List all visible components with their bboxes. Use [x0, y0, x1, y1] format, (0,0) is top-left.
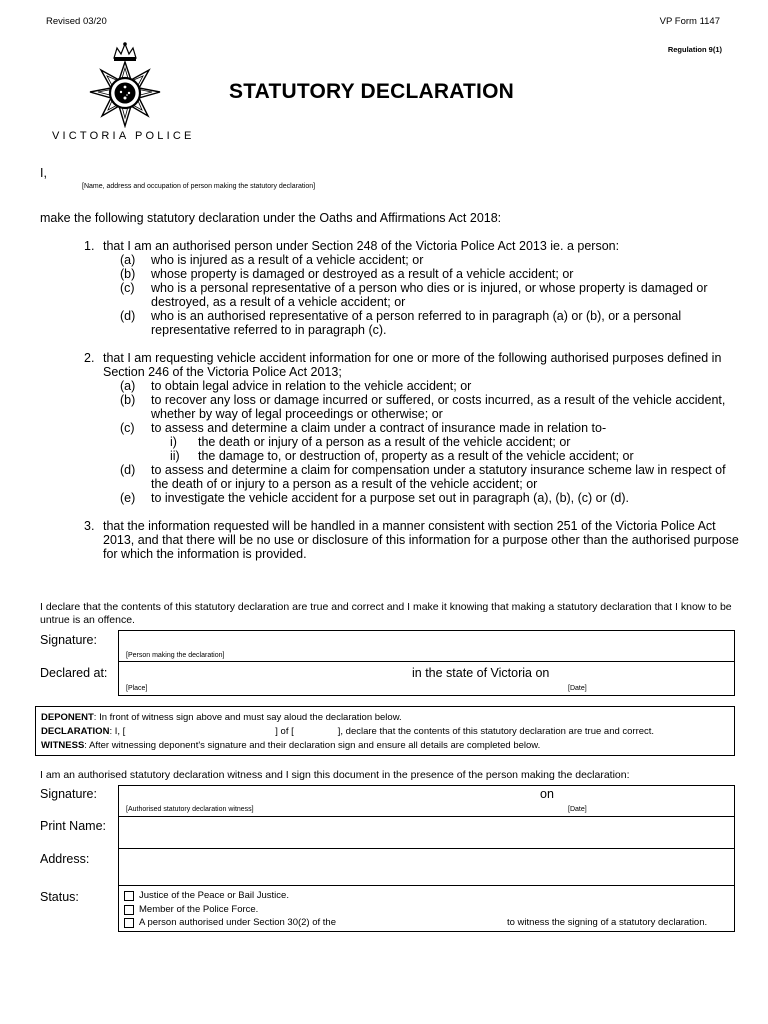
- status-option-tail: to witness the signing of a statutory declaration.: [507, 917, 708, 928]
- subitem-numeral: i): [170, 435, 177, 449]
- address-label: Address:: [40, 852, 90, 866]
- clause-item: [84, 463, 744, 491]
- deponent-text: : In front of witness sign above and must say aloud the declaration below.: [93, 712, 402, 723]
- item-text: who is an authorised representative of a person referred to in paragraph (a) or (b), or a personal representative referred to in paragraph (c).: [151, 309, 682, 337]
- deponent-instruction: [41, 711, 734, 725]
- item-letter: (b): [120, 393, 136, 407]
- clause-number: 2.: [84, 351, 95, 365]
- clause-item: [84, 267, 744, 281]
- state-text: in the state of Victoria on: [412, 666, 550, 680]
- status-option-police: [124, 904, 258, 915]
- clause-item: [84, 421, 744, 435]
- clause-3: [84, 519, 744, 561]
- declaration-label: DECLARATION: [41, 726, 110, 737]
- item-text: to obtain legal advice in relation to the vehicle accident; or: [151, 379, 472, 393]
- victoria-police-crest-icon: [84, 40, 166, 128]
- organisation-name: VICTORIA POLICE: [52, 130, 195, 142]
- status-checkbox[interactable]: [124, 918, 134, 928]
- item-letter: (c): [120, 281, 135, 295]
- witness-address-field[interactable]: [118, 849, 735, 886]
- clause-item: [84, 309, 744, 337]
- item-text: to recover any loss or damage incurred or suffered, or costs incurred, as a result of the vehicle accident, whether by way of legal proceedings or otherwise; or: [151, 393, 726, 421]
- clause-number: 3.: [84, 519, 95, 533]
- declaration-text-end: ], declare that the contents of this statutory declaration are true and correct.: [337, 726, 655, 737]
- witness-date-hint: [Date]: [568, 806, 587, 813]
- subitem-numeral: ii): [170, 449, 180, 463]
- declaration-text-mid: ] of [: [275, 726, 294, 737]
- item-text: who is injured as a result of a vehicle accident; or: [151, 253, 424, 267]
- regulation-reference: Regulation 9(1): [667, 45, 722, 54]
- signature-label: Signature:: [40, 633, 97, 647]
- clause-subitem: [84, 435, 744, 449]
- person-hint: [Person making the declaration]: [126, 652, 225, 659]
- declaration-statement: I declare that the contents of this statutory declaration are true and correct and I make it knowing that making a statutory declaration that I know to be untrue is an offence.: [40, 601, 732, 626]
- clause-lead: that the information requested will be handled in a manner consistent with section 251 of the Victoria Police Act 2013, and that there will be no use or disclosure of this information for a purpose other than the authorised purpose for which the information is provided.: [103, 519, 739, 561]
- witness-text: : After witnessing deponent's signature and their declaration sign and ensure all details are completed below.: [84, 740, 541, 751]
- item-text: to investigate the vehicle accident for a purpose set out in paragraph (a), (b), (c) or (d).: [151, 491, 630, 505]
- item-text: who is a personal representative of a person who dies or is injured, or whose property is damaged or destroyed, as a result of a vehicle accident; or: [151, 281, 708, 309]
- witness-on-label: on: [540, 787, 554, 801]
- clause-subitem: [84, 449, 744, 463]
- clause-item: [84, 281, 744, 309]
- declaration-text-start: : I, [: [109, 726, 126, 737]
- place-hint: [Place]: [126, 685, 148, 692]
- status-option-authorised: [124, 917, 336, 928]
- witness-label: WITNESS: [41, 740, 85, 751]
- item-letter: (a): [120, 253, 136, 267]
- status-option-justice: [124, 890, 289, 901]
- declarant-name-hint: [Name, address and occupation of person making the statutory declaration]: [82, 183, 316, 190]
- witness-signature-label: Signature:: [40, 787, 97, 801]
- revision-date: Revised 03/20: [46, 16, 107, 27]
- clause-1: [84, 239, 744, 337]
- clause-number: 1.: [84, 239, 95, 253]
- item-letter: (d): [120, 309, 136, 323]
- witness-hint: [Authorised statutory declaration witness]: [126, 806, 254, 813]
- clause-item: [84, 253, 744, 267]
- declaration-intro: make the following statutory declaration under the Oaths and Affirmations Act 2018:: [40, 211, 502, 225]
- status-option-label: Justice of the Peace or Bail Justice.: [139, 890, 289, 901]
- form-number: VP Form 1147: [659, 16, 720, 27]
- item-letter: (e): [120, 491, 136, 505]
- item-text: to assess and determine a claim for compensation under a statutory insurance scheme law in respect of the death of or injury to a person as a result of the vehicle accident; or: [151, 463, 726, 491]
- item-letter: (d): [120, 463, 136, 477]
- document-title: STATUTORY DECLARATION: [229, 80, 514, 103]
- item-text: whose property is damaged or destroyed as a result of a vehicle accident; or: [151, 267, 574, 281]
- item-letter: (c): [120, 421, 135, 435]
- instructions-box: [35, 706, 735, 756]
- declared-at-label: Declared at:: [40, 666, 108, 680]
- declarant-i-label: I,: [40, 166, 47, 180]
- item-letter: (a): [120, 379, 136, 393]
- clause-lead: that I am an authorised person under Section 248 of the Victoria Police Act 2013 ie. a person:: [103, 239, 620, 253]
- declaration-instruction: [41, 725, 734, 739]
- clause-item: [84, 379, 744, 393]
- subitem-text: the damage to, or destruction of, property as a result of the vehicle accident; or: [198, 449, 634, 463]
- print-name-label: Print Name:: [40, 819, 106, 833]
- clause-lead: that I am requesting vehicle accident information for one or more of the following authorised purposes defined in Section 246 of the Victoria Police Act 2013;: [103, 351, 722, 379]
- clause-item: [84, 491, 744, 505]
- status-option-label: Member of the Police Force.: [139, 904, 259, 915]
- witness-intro: I am an authorised statutory declaration witness and I sign this document in the presence of the person making the declaration:: [40, 769, 630, 781]
- clause-2: [84, 351, 744, 505]
- status-label: Status:: [40, 890, 79, 904]
- status-option-label: A person authorised under Section 30(2) of the: [139, 917, 336, 928]
- clause-item: [84, 393, 744, 421]
- subitem-text: the death or injury of a person as a result of the vehicle accident; or: [198, 435, 571, 449]
- item-text: to assess and determine a claim under a contract of insurance made in relation to-: [151, 421, 607, 435]
- witness-instruction: [41, 739, 734, 753]
- item-letter: (b): [120, 267, 136, 281]
- witness-print-name-field[interactable]: [118, 817, 735, 849]
- status-checkbox[interactable]: [124, 905, 134, 915]
- date-hint: [Date]: [568, 685, 587, 692]
- status-checkbox[interactable]: [124, 891, 134, 901]
- deponent-label: DEPONENT: [41, 712, 94, 723]
